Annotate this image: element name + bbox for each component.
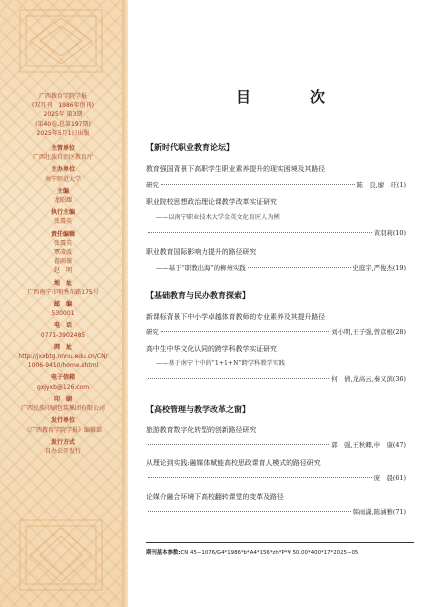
article-title[interactable]: 职业教育国际影响力提升的路径研究 bbox=[146, 248, 257, 256]
leader-dots bbox=[148, 477, 372, 478]
side-divider-strip bbox=[122, 0, 128, 607]
resp-editor-value: 张震英 bbox=[53, 239, 72, 247]
resp-editor-value: 赵 明 bbox=[53, 267, 72, 275]
article-title[interactable]: 高中生中华文化认同的跨学科教学实证研究 bbox=[146, 345, 277, 353]
article-authors: 陈 良,廖 玨(1) bbox=[356, 181, 406, 189]
host-label: 主办单位 bbox=[50, 166, 75, 174]
article-authors: 何 倩,龙高云,秦又滨(36) bbox=[331, 375, 406, 383]
leader-dots bbox=[248, 267, 351, 268]
section-title: 【高校管理与教学改革之窗】 bbox=[146, 405, 250, 414]
article-author-line[interactable] bbox=[146, 440, 406, 449]
editor-label: 主编 bbox=[56, 187, 69, 195]
journal-name: 广西教育学院学报 bbox=[38, 93, 87, 100]
article-authors: 韩雨潇,陈涵雅(71) bbox=[352, 508, 406, 516]
article-subtitle: ——基于南宁十中的“1+1+N”跨学科教学实践 bbox=[156, 360, 285, 367]
address-label: 地 址 bbox=[53, 279, 72, 287]
table-of-contents bbox=[134, 0, 427, 607]
resp-editor-value: 翟雨薇 bbox=[53, 258, 72, 266]
journal-frequency: (双月刊 1986年创刊) bbox=[32, 102, 94, 110]
scope-value: 自办公开发行 bbox=[44, 447, 81, 455]
resp-editor-value: 覃凌波 bbox=[53, 249, 72, 257]
printer-value: 广西民族印刷包装集团有限公司 bbox=[20, 405, 105, 413]
postcode-value: 530001 bbox=[51, 310, 75, 318]
journal-parameters bbox=[146, 542, 414, 556]
article-title[interactable]: 职业院校思想政治理论课教学改革实证研究 bbox=[146, 198, 277, 206]
article-subtitle: ——基于“职教出海”的柳州实践 bbox=[156, 264, 246, 272]
printer-label: 印 刷 bbox=[53, 395, 72, 403]
page-title: 目 次 bbox=[235, 88, 347, 106]
leader-dots bbox=[148, 378, 329, 379]
section-title: 【新时代职业教育论坛】 bbox=[146, 143, 234, 152]
cover-side-panel bbox=[0, 0, 122, 607]
article-title-cont: 研究 bbox=[146, 181, 159, 189]
leader-dots bbox=[148, 511, 351, 512]
journal-parameters-label: 期刊基本参数: bbox=[146, 550, 181, 556]
article-title[interactable]: 旅游教育数字化转型的创新路径研究 bbox=[146, 426, 257, 434]
distributor-label: 发行单位 bbox=[50, 417, 75, 425]
email-value[interactable]: gxjyxb@126.com bbox=[36, 383, 90, 391]
article-subtitle: ——以南宁职业技术大学金英文化育匠人为例 bbox=[156, 214, 280, 221]
article-author-line[interactable] bbox=[146, 180, 406, 189]
article-author-line[interactable] bbox=[146, 327, 406, 336]
article-title[interactable]: 新课标背景下中小学卓越体育教师的专业素养及其提升路径 bbox=[146, 313, 326, 321]
article-authors: 史庭宇,严俊杰(19) bbox=[352, 264, 406, 272]
scope-label: 发行方式 bbox=[50, 438, 75, 446]
article-title[interactable]: 从理论到实践:融媒体赋能高校思政课育人模式的路径研究 bbox=[146, 459, 321, 467]
sponsor-value: 广西壮族自治区教育厅 bbox=[32, 154, 93, 162]
website-label: 网 址 bbox=[53, 343, 72, 351]
address-value: 广西南宁市明秀东路175号 bbox=[27, 288, 99, 296]
leader-dots bbox=[161, 331, 330, 332]
article-author-line[interactable] bbox=[146, 473, 406, 482]
exec-editor-value: 张震英 bbox=[53, 218, 72, 226]
journal-total-issue: (第40卷,总第197期) bbox=[35, 120, 91, 128]
journal-publish-date: 2025年5月1日出版 bbox=[36, 129, 90, 137]
leader-dots bbox=[148, 444, 329, 445]
article-authors: 庞 晨(61) bbox=[373, 474, 406, 482]
postcode-label: 邮 编 bbox=[53, 301, 72, 309]
sponsor-label: 主管单位 bbox=[50, 145, 75, 153]
article-title[interactable]: 教育强国背景下高职学生职业素养提升的现实困境及其路径 bbox=[146, 165, 326, 173]
journal-parameters-value: CN 45−1076/G4*1986*b*A4*156*zh*P*¥ 50.00*400*17*2025−05 bbox=[180, 550, 359, 556]
leader-dots bbox=[148, 232, 372, 233]
journal-year-issue: 2025年 第3期 bbox=[43, 111, 83, 119]
journal-info bbox=[14, 92, 112, 456]
article-author-line[interactable] bbox=[146, 228, 406, 237]
article-authors: 刘小明,王子强,曾彦根(28) bbox=[331, 328, 406, 336]
email-label: 电子信箱 bbox=[50, 374, 75, 382]
exec-editor-label: 执行主编 bbox=[50, 209, 75, 217]
leader-dots bbox=[161, 184, 355, 185]
article-title-cont: 研究 bbox=[146, 328, 159, 336]
distributor-value: 《广西教育学院学报》编辑部 bbox=[23, 426, 102, 434]
phone-value: 0771-3902485 bbox=[40, 331, 86, 339]
website-value[interactable]: http://jxxbtg.nnnu.edu.cn/CN/ bbox=[18, 353, 108, 361]
article-title[interactable]: 论媒介融合环境下高校翻转课堂的变革及路径 bbox=[146, 493, 284, 501]
host-value: 南宁师范大学 bbox=[44, 175, 81, 183]
editor-value: 龙昭耀 bbox=[53, 197, 72, 205]
website-value-cont[interactable]: 1006-9410/home.shtml bbox=[27, 362, 99, 370]
section-title: 【基础教育与民办教育探索】 bbox=[146, 291, 250, 300]
article-author-line[interactable] bbox=[146, 507, 406, 516]
phone-label: 电 话 bbox=[53, 322, 72, 330]
article-author-line[interactable] bbox=[156, 263, 406, 272]
resp-editor-label: 责任编辑 bbox=[50, 230, 75, 238]
article-author-line[interactable] bbox=[146, 374, 406, 383]
article-authors: 郭 强,王秋卿,申 康(47) bbox=[331, 441, 406, 449]
article-authors: 黄羽莉(10) bbox=[373, 229, 406, 237]
